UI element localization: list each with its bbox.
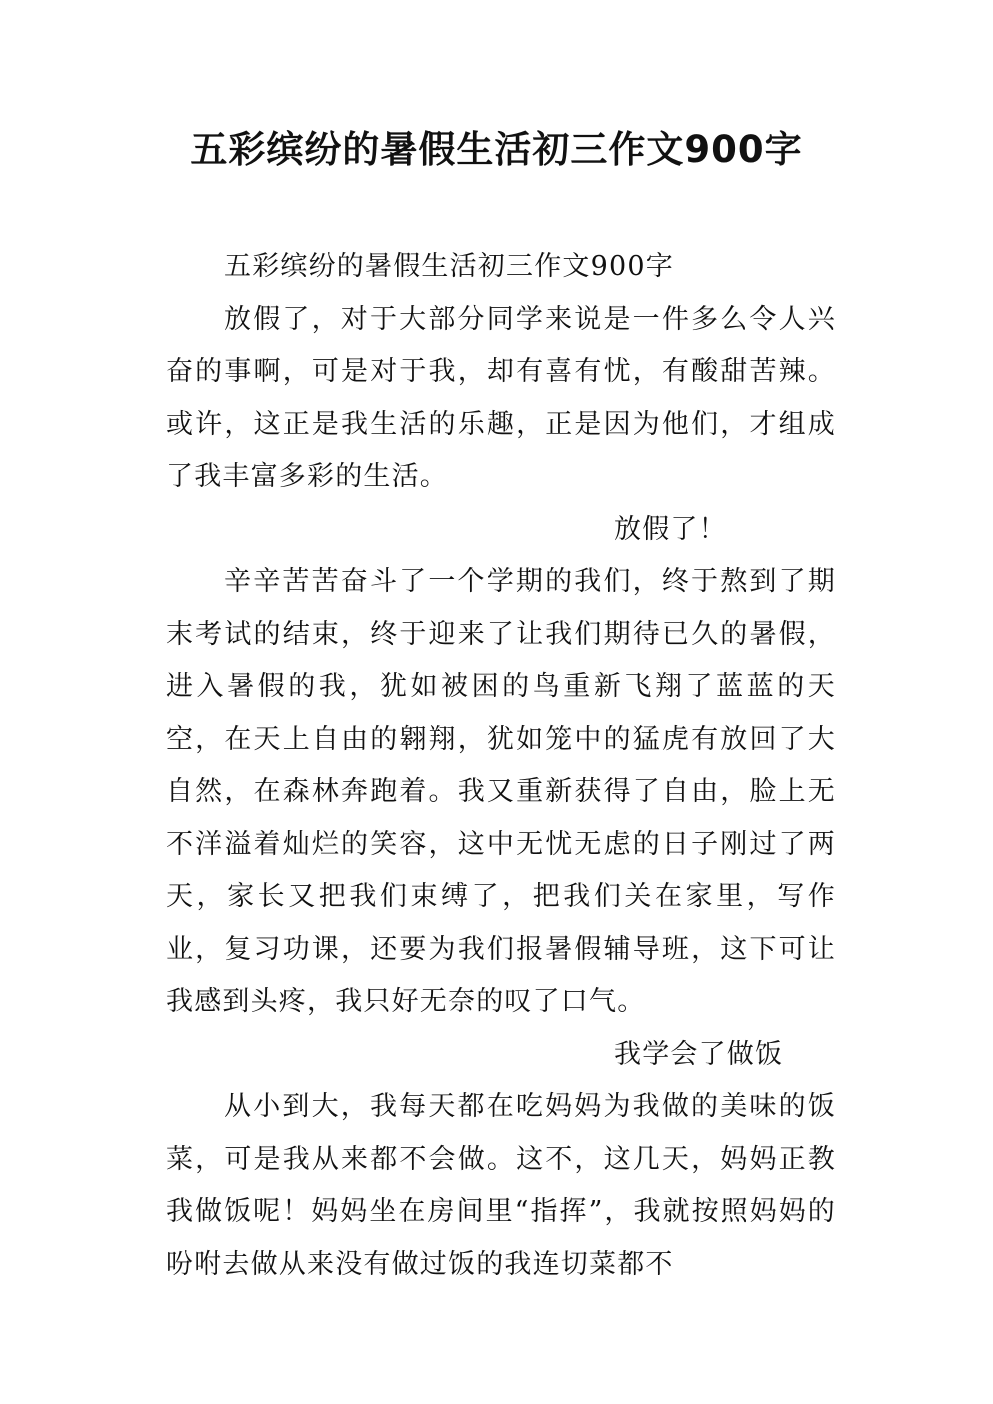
paragraph-vacation: 辛辛苦苦奋斗了一个学期的我们，终于熬到了期末考试的结束，终于迎来了让我们期待已久的暑假，进入暑假的我，犹如被困的鸟重新飞翔了蓝蓝的天空，在天上自由的翱翔，犹如笼中的猛虎有放回了大自然，在森林奔跑着。我又重新获得了自由，脸上无不洋溢着灿烂的笑容，这中无忧无虑的日子刚过了两天，家长又把我们束缚了，把我们关在家里，写作业，复习功课，还要为我们报暑假辅导班，这下可让我感到头疼，我只好无奈的叹了口气。 (166, 566, 836, 1017)
subheading-vacation: 放假了！ (614, 513, 727, 545)
paragraph-repeated-title: 五彩缤纷的暑假生活初三作文900字 (224, 251, 674, 282)
paragraph-intro: 放假了，对于大部分同学来说是一件多么令人兴奋的事啊，可是对于我，却有喜有忧，有酸甜苦辣。或许，这正是我生活的乐趣，正是因为他们，才组成了我丰富多彩的生活。 (166, 303, 836, 492)
subheading-cooking: 我学会了做饭 (614, 1038, 784, 1070)
document-body (166, 241, 836, 1291)
paragraph-cooking: 从小到大，我每天都在吃妈妈为我做的美味的饭菜，可是我从来都不会做。这不，这几天，妈妈正教我做饭呢！妈妈坐在房间里“指挥”，我就按照妈妈的吩咐去做从来没有做过饭的我连切菜都不 (166, 1091, 836, 1280)
document-title: 五彩缤纷的暑假生活初三作文900字 (190, 128, 803, 171)
